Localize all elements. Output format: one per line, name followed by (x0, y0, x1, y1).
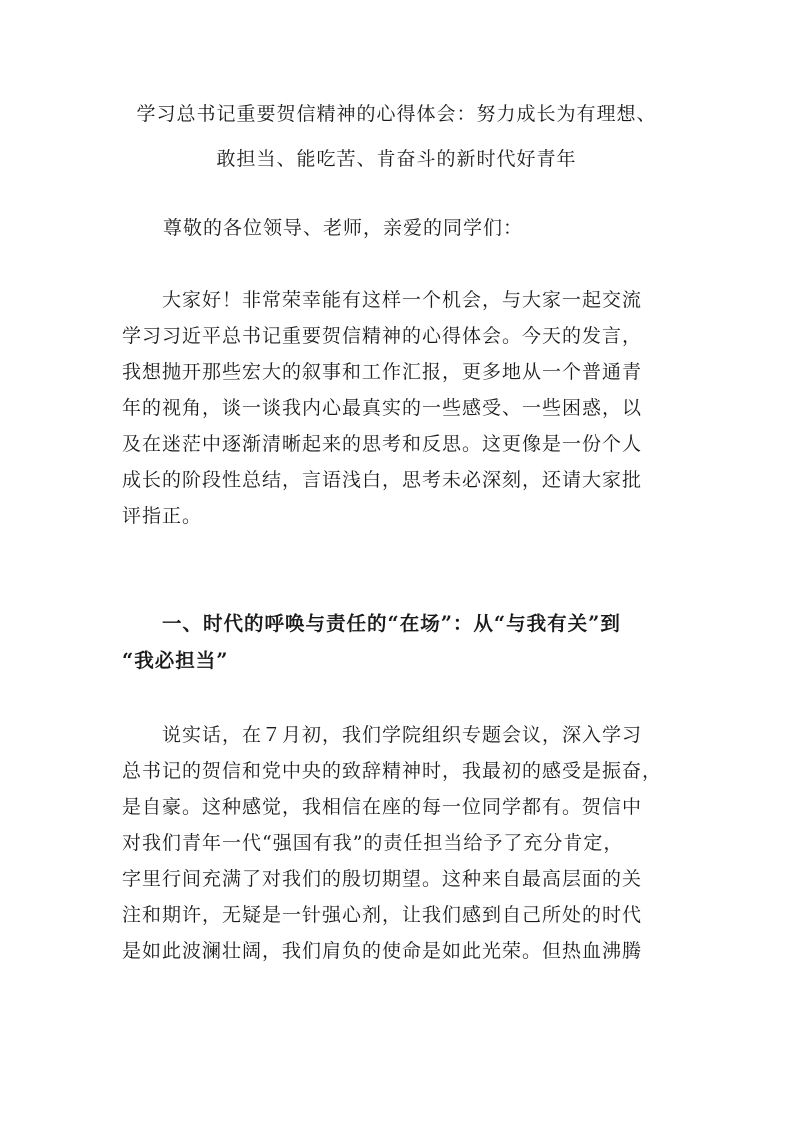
paragraph-line: 说实话，在７月初，我们学院组织专题会议，深入学习 (162, 724, 643, 746)
paragraph-line: 大家好！非常荣幸能有这样一个机会，与大家一起交流 (162, 289, 643, 311)
paragraph-line: 字里行间充满了对我们的殷切期望。这种来自最高层面的关 (122, 868, 643, 890)
paragraph-line: 注和期许，无疑是一针强心剂，让我们感到自己所处的时代 (122, 904, 643, 926)
document-title-line-1: 学习总书记重要贺信精神的心得体会：努力成长为有理想、 (136, 103, 657, 125)
paragraph-line: 总书记的贺信和党中央的致辞精神时，我最初的感受是振奋， (122, 760, 663, 782)
heading-line: 一、时代的呼唤与责任的“在场”：从“与我有关”到 (162, 612, 621, 635)
paragraph-line: 是自豪。这种感觉，我相信在座的每一位同学都有。贺信中 (122, 796, 643, 818)
paragraph-line: 年的视角，谈一谈我内心最真实的一些感受、一些困惑，以 (122, 397, 643, 419)
paragraph-line: 我想抛开那些宏大的叙事和工作汇报，更多地从一个普通青 (122, 361, 643, 383)
paragraph-line: 学习习近平总书记重要贺信精神的心得体会。今天的发言， (122, 325, 643, 347)
heading-line: “我必担当” (122, 649, 229, 672)
salutation: 尊敬的各位领导、老师，亲爱的同学们： (163, 217, 524, 239)
paragraph-line: 对我们青年一代“强国有我”的责任担当给予了充分肯定， (122, 832, 624, 854)
paragraph-line: 及在迷茫中逐渐清晰起来的思考和反思。这更像是一份个人 (122, 433, 643, 455)
section-1-heading (122, 605, 682, 679)
section-1-paragraph (122, 717, 682, 969)
paragraph-line: 成长的阶段性总结，言语浅白，思考未必深刻，还请大家批 (122, 469, 643, 491)
paragraph-line: 评指正。 (122, 505, 203, 527)
paragraph-line: 是如此波澜壮阔，我们肩负的使命是如此光荣。但热血沸腾 (122, 940, 643, 962)
document-title-line-2: 敢担当、能吃苦、肯奋斗的新时代好青年 (216, 148, 577, 170)
intro-paragraph (122, 282, 682, 534)
